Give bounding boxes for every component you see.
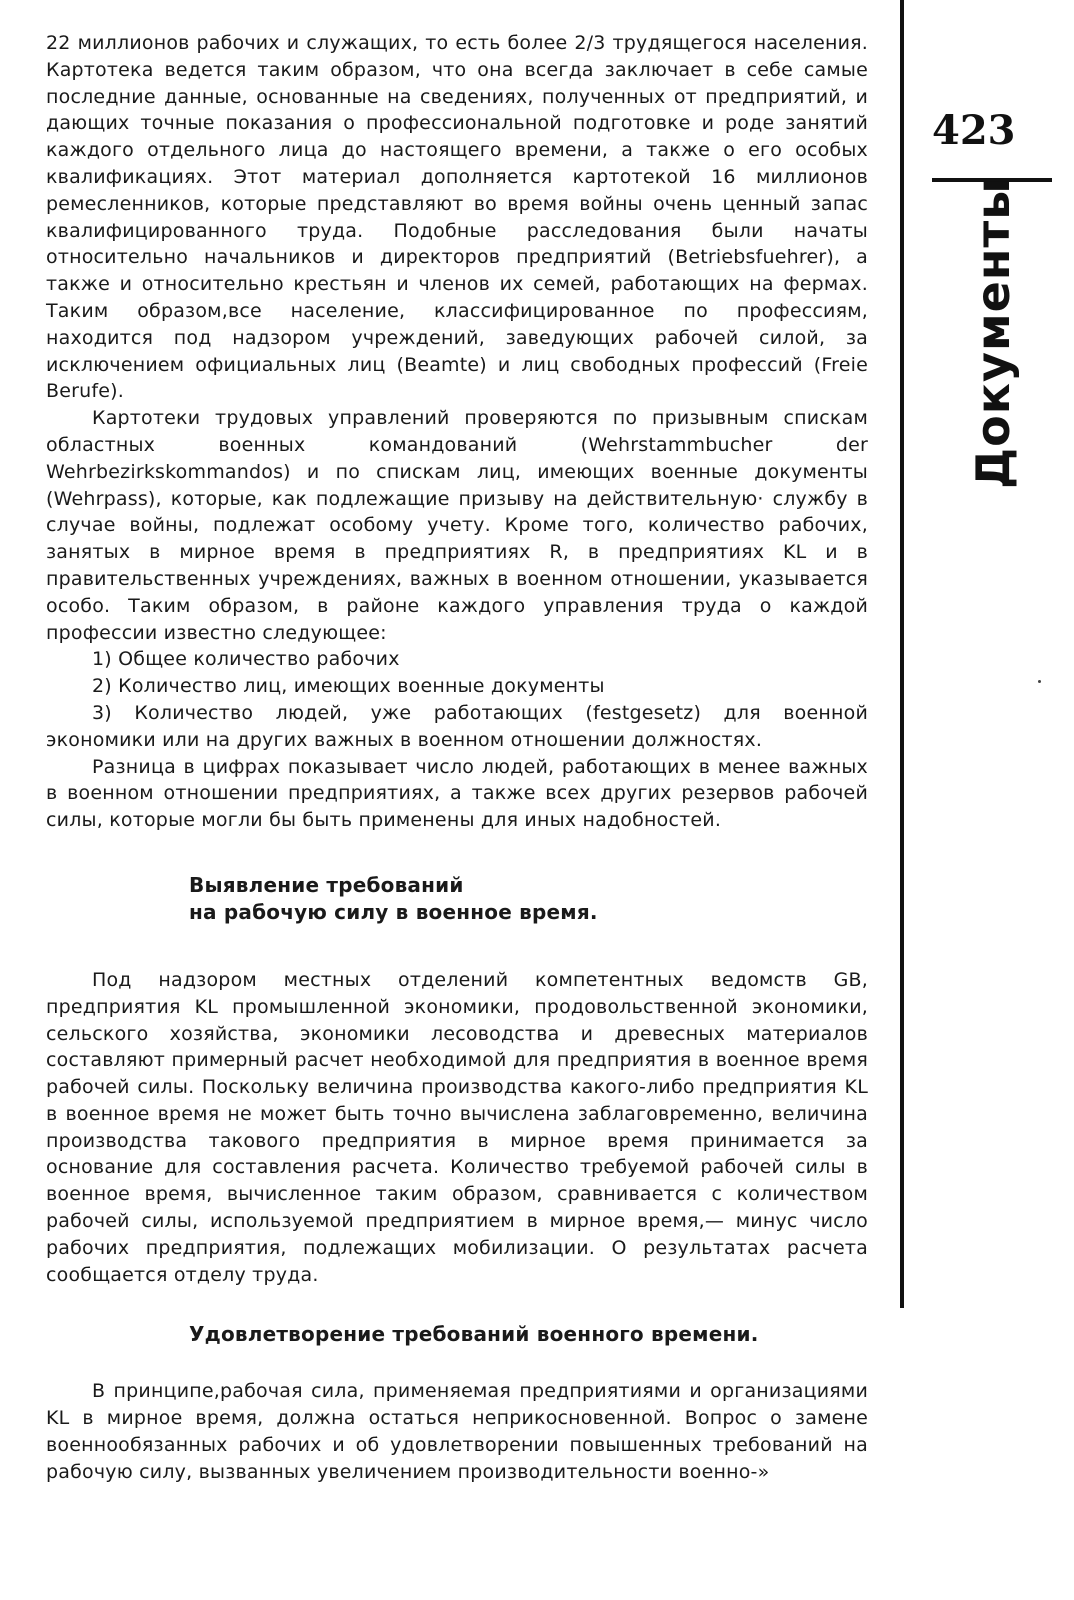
section-heading-line: Выявление требований (189, 872, 464, 897)
list-item: 1) Общее количество рабочих (92, 648, 400, 671)
vertical-rule (900, 0, 904, 1308)
section-heading: Удовлетворение требований военного времени. (189, 1322, 759, 1347)
paragraph: Под надзором местных отделений компетентных ведомств GB, предприятия KL промышленной экономики, продовольственной экономики, сельского хозяйства, экономики лесоводства и древесных материалов составляют примерный расчет необходимой для предприятия в военное время рабочей силы. Поскольку величина производства какого-либо предприятия KL в военное время не может быть точно вычислена заблаговременно, величина производства такового предприятия в мирное время принимается за основание для составления расчета. Количество требуемой рабочей силы в военное время, вычисленное таким образом, сравнивается с количеством рабочей силы, используемой предприятием в мирное время,— минус число рабочих предприятия, подлежащих мобилизации. О результатах расчета сообщается отделу труда. (46, 968, 868, 1286)
section-heading-line: на рабочую силу в военное время. (189, 899, 598, 924)
margin-dot (1038, 680, 1041, 683)
paragraph: Разница в цифрах показывает число людей, работающих в менее важных в военном отношении предприятиях, а также всех других резервов рабочей силы, которые могли бы быть применены для иных надобностей. (46, 755, 868, 832)
running-head: Документы (966, 177, 1020, 489)
paragraph: Картотеки трудовых управлений проверяются по призывным спискам областных военных командований (Wehrstammbucher der Wehrbezirkskommandos) и по спискам лиц, имеющих военные документы (Wehrpass), которые, как подлежащие призыву на действительную· службу в случае войны, подлежат особому учету. Кроме того, количество рабочих, занятых в мирное время в предприятиях R, в предприятиях KL и в правительственных учреждениях, важных в военном отношении, указывается особо. Таким образом, в районе каждого управления труда о каждой профессии известно следующее: (46, 407, 868, 644)
list-item: 2) Количество лиц, имеющих военные документы (92, 675, 605, 698)
paragraph: В принципе,рабочая сила, применяемая предприятиями и организациями KL в мирное время, должна остаться неприкосновенной. Вопрос о замене военнообязанных рабочих и об удовлетворении повышенных требований на рабочую силу, вызванных увеличением производительности военно-» (46, 1380, 868, 1483)
page-number: 423 (932, 107, 1016, 154)
paragraph: 22 миллионов рабочих и служащих, то есть более 2/3 трудящегося населения. Картотека ведется таким образом, что она всегда заключает в себе самые последние данные, основанные на сведениях, полученных от предприятий, и дающих точные показания о профессиональной подготовке и роде занятий каждого отдельного лица до настоящего времени, а также о его особых квалификациях. Этот материал дополняется картотекой 16 миллионов ремесленников, которые представляют во время войны очень ценный запас квалифицированного труда. Подобные расследования были начаты относительно начальников и директоров предприятий (Betriebsfuehrer), а также и относительно крестьян и членов их семей, работающих на фермах. Таким образом,все население, классифицированное по профессиям, находится под надзором учреждений, заведующих рабочей силой, за исключением официальных лиц (Beamte) и лиц свободных профессий (Freie Berufe). (46, 32, 868, 403)
body-text (46, 30, 868, 1486)
section-heading (46, 872, 868, 926)
list-item: 3) Количество людей, уже работающих (festgesetz) для военной экономики или на других важных в военном отношении должностях. (46, 701, 868, 751)
